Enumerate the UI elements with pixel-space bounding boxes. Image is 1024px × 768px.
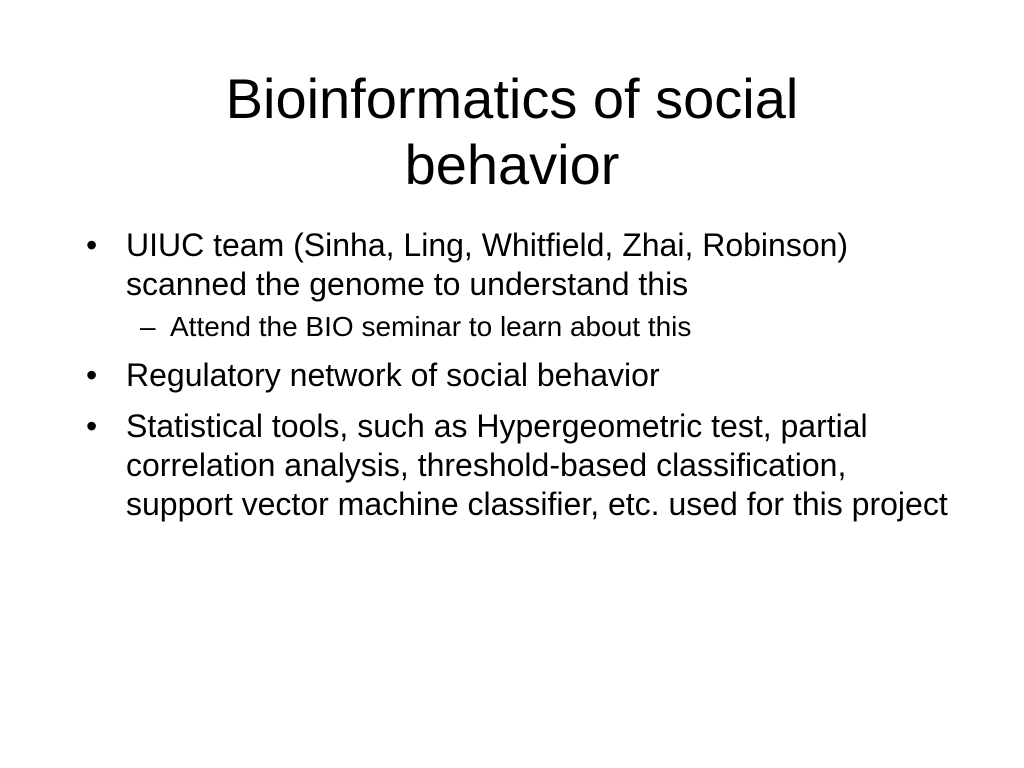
bullet-icon: • (86, 357, 98, 393)
bullet-text: UIUC team (Sinha, Ling, Whitfield, Zhai, Robinson) scanned the genome to understand this (126, 227, 849, 302)
bullet-text: Regulatory network of social behavior (126, 357, 660, 393)
bullet-item (86, 226, 956, 344)
dash-icon: – (140, 311, 156, 342)
bullet-item (86, 407, 956, 524)
sub-bullet-item (126, 310, 956, 344)
slide-title: Bioinformatics of social behavior (225, 67, 799, 196)
sub-bullet-text: Attend the BIO seminar to learn about this (170, 311, 692, 342)
bullet-icon: • (86, 227, 98, 263)
bullet-list (86, 226, 956, 524)
sub-bullet-list (126, 310, 956, 344)
bullet-item (86, 356, 956, 395)
bullet-icon: • (86, 408, 98, 444)
bullet-text: Statistical tools, such as Hypergeometric test, partial correlation analysis, threshold-based classification, support vector machine classifier, etc. used for this project (126, 408, 948, 522)
